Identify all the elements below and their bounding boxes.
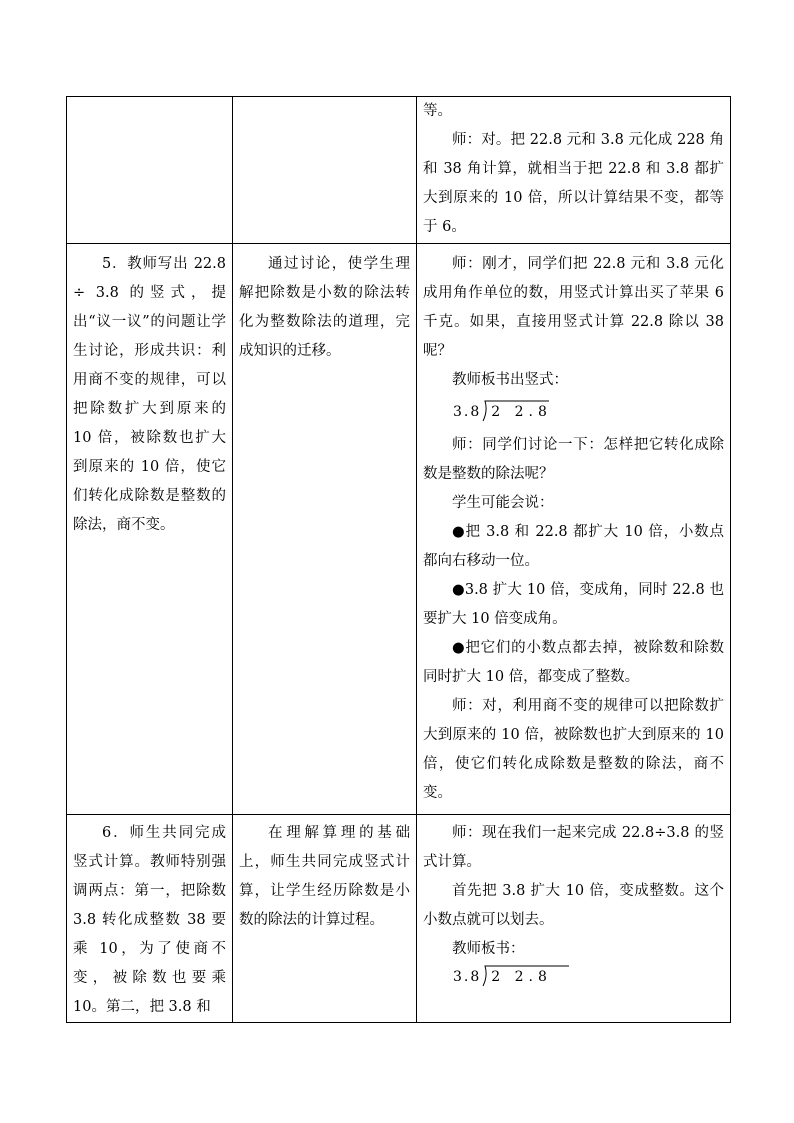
long-division-2 [453, 966, 724, 990]
divisor: 3.8 [453, 404, 482, 420]
dividend: 2 2.8 [491, 969, 552, 985]
division-bracket-icon [481, 399, 551, 423]
dialogue-cell [417, 97, 731, 244]
paragraph: 师：现在我们一起来完成 22.8÷3.8 的竖式计算。 [423, 825, 724, 870]
paragraph: 师：同学们讨论一下：怎样把它转化成除数是整数的除法呢？ [423, 437, 724, 482]
paragraph: ●把 3.8 和 22.8 都扩大 10 倍，小数点都向右移动一位。 [423, 524, 724, 569]
intent-cell [233, 97, 417, 244]
paragraph: 首先把 3.8 扩大 10 倍，变成整数。这个小数点就可以划去。 [423, 883, 724, 928]
table-row [67, 97, 731, 244]
paragraph: 师：刚才，同学们把 22.8 元和 3.8 元化成用角作单位的数，用竖式计算出买了苹果 6 千克。如果，直接用竖式计算 22.8 除以 38 呢？ [423, 256, 724, 359]
paragraph: 教师板书： [452, 941, 525, 957]
process-cell [67, 97, 233, 244]
process-cell [67, 815, 233, 1023]
paragraph: 教师板书出竖式： [452, 372, 568, 388]
paragraph: ●把它们的小数点都去掉，被除数和除数同时扩大 10 倍，都变成了整数。 [423, 640, 724, 685]
divisor: 3.8 [453, 969, 482, 985]
dividend: 2 2.8 [491, 404, 552, 420]
paragraph: ●3.8 扩大 10 倍，变成角，同时 22.8 也要扩大 10 倍变成角。 [423, 582, 724, 627]
division-bracket [481, 966, 552, 988]
table-row [67, 244, 731, 815]
process-cell [67, 244, 233, 815]
division-bracket [481, 401, 552, 423]
paragraph: 等。 [423, 103, 452, 119]
paragraph: 在理解算理的基础上，师生共同完成竖式计算，让学生经历除数是小数的除法的计算过程。 [239, 825, 410, 928]
paragraph: 6．师生共同完成竖式计算。教师特别强调两点：第一，把除数 3.8 转化成整数 38 要乘 10，为了使商不变，被除数也要乘 10。第二，把 3.8 和 [73, 825, 226, 1015]
dialogue-cell [417, 244, 731, 815]
paragraph: 5．教师写出 22.8 ÷ 3.8 的竖式，提出“议一议”的问题让学生讨论，形成共识：利用商不变的规律，可以把除数扩大到原来的 10 倍，被除数也扩大到原来的 10 倍，使它们转化成除数是整数的除法，商不变。 [73, 256, 226, 533]
paragraph: 通过讨论，使学生理解把除数是小数的除法转化为整数除法的道理，完成知识的迁移。 [239, 256, 410, 359]
lesson-plan-table [66, 96, 731, 1023]
long-division-1 [453, 401, 724, 425]
intent-cell [233, 244, 417, 815]
paragraph: 学生可能会说： [452, 495, 554, 511]
intent-cell [233, 815, 417, 1023]
paragraph: 师：对。把 22.8 元和 3.8 元化成 228 角和 38 角计算，就相当于把 22.8 和 3.8 都扩大到原来的 10 倍，所以计算结果不变，都等于 6。 [423, 132, 724, 235]
table-row [67, 815, 731, 1023]
dialogue-cell [417, 815, 731, 1023]
paragraph: 师：对，利用商不变的规律可以把除数扩大到原来的 10 倍，被除数也扩大到原来的 10 倍，使它们转化成除数是整数的除法，商不变。 [423, 698, 724, 801]
division-bracket-icon [481, 964, 571, 988]
